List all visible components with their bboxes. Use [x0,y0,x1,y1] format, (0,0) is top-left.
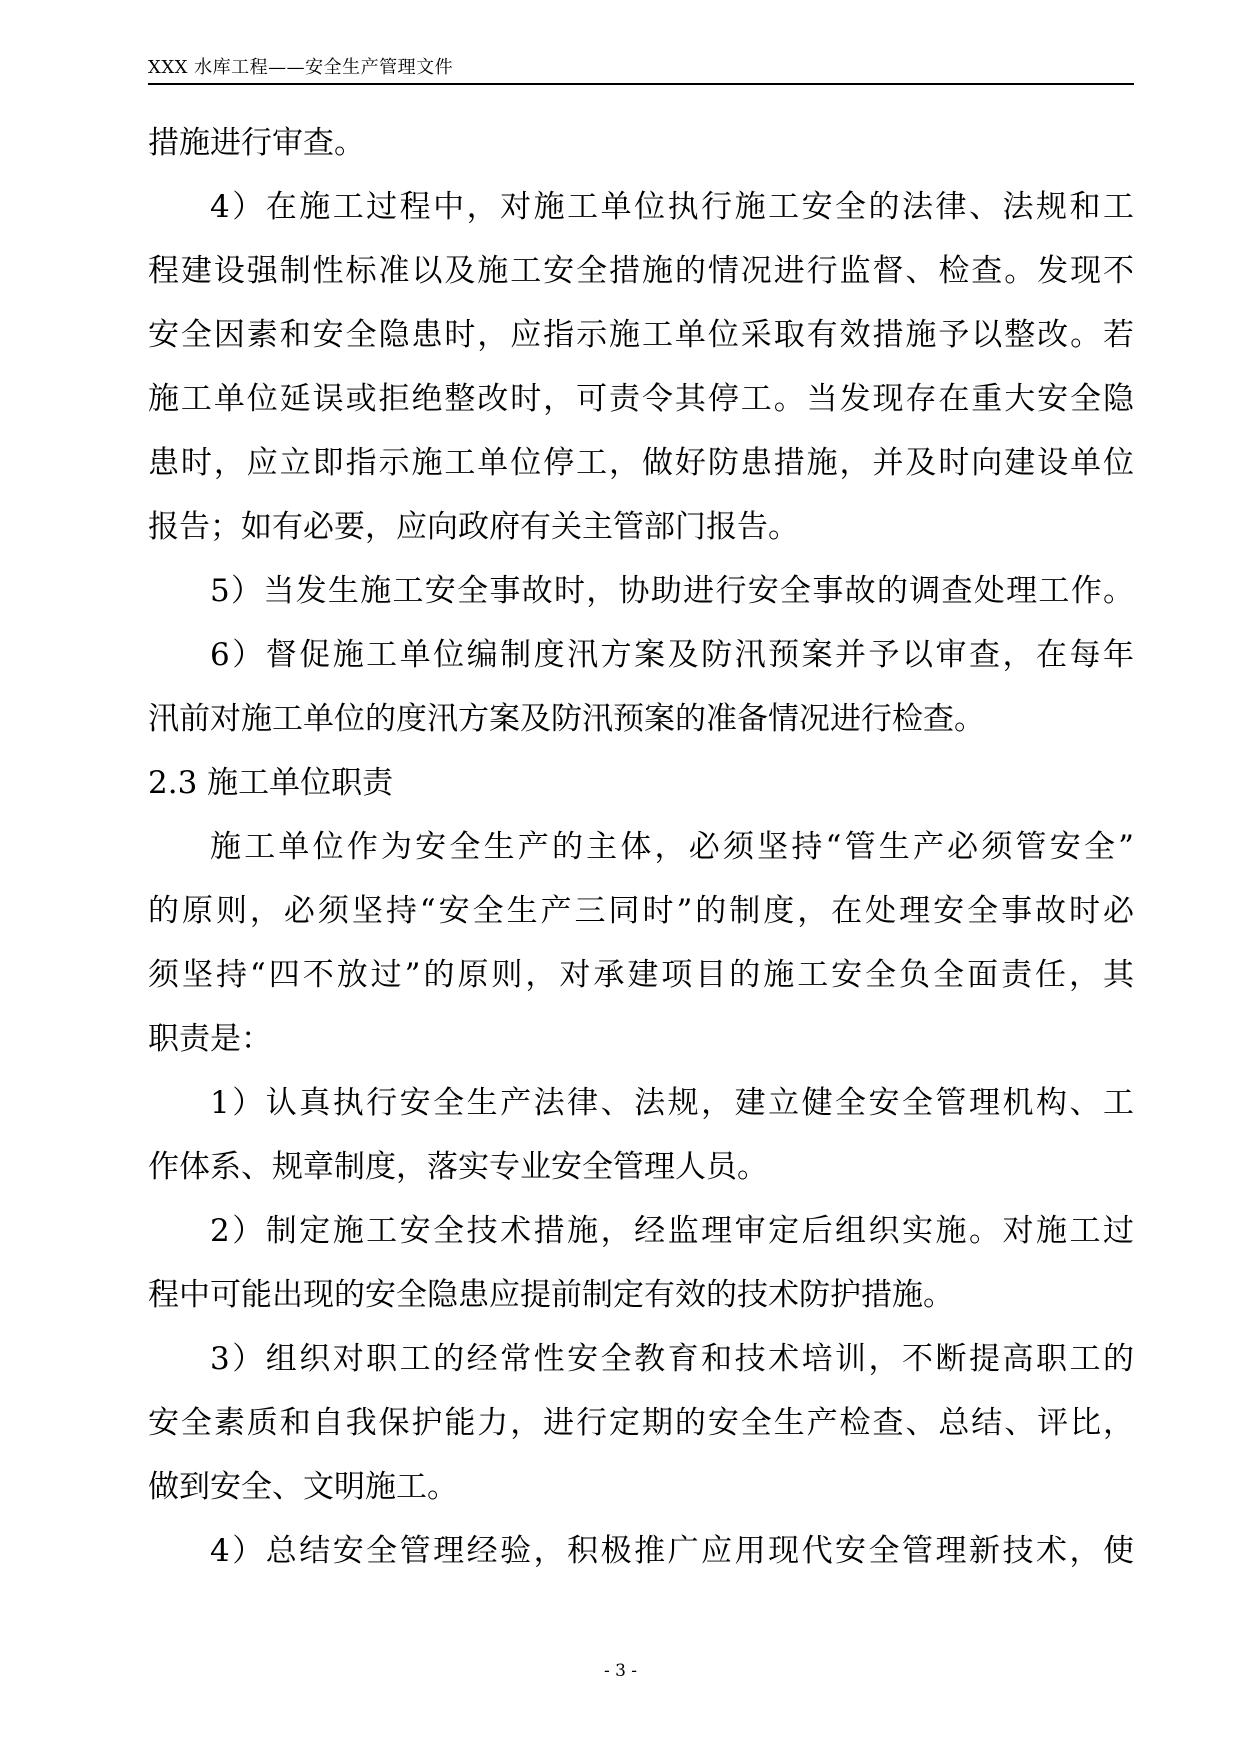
body-line: 施工单位延误或拒绝整改时，可责令其停工。当发现存在重大安全隐 [148,381,1134,417]
document-body [148,111,1134,1583]
body-line: 措施进行审查。 [148,125,365,161]
body-line: 汛前对施工单位的度汛方案及防汛预案的准备情况进行检查。 [148,701,985,737]
body-line: 2）制定施工安全技术措施，经监理审定后组织实施。对施工过 [210,1213,1134,1249]
page-header [148,55,1134,85]
body-line: 施工单位作为安全生产的主体，必须坚持“管生产必须管安全” [210,829,1134,865]
body-line: 1）认真执行安全生产法律、法规，建立健全安全管理机构、工 [210,1085,1134,1121]
body-line: 6）督促施工单位编制度汛方案及防汛预案并予以审查，在每年 [210,637,1134,673]
body-line: 4）在施工过程中，对施工单位执行施工安全的法律、法规和工 [210,189,1134,225]
body-line: 3）组织对职工的经常性安全教育和技术培训，不断提高职工的 [210,1341,1134,1377]
header-title: XXX 水库工程——安全生产管理文件 [148,57,454,78]
body-line: 的原则，必须坚持“安全生产三同时”的制度，在处理安全事故时必 [148,893,1134,929]
body-line: 4）总结安全管理经验，积极推广应用现代安全管理新技术，使 [210,1533,1134,1569]
body-line: 程建设强制性标准以及施工安全措施的情况进行监督、检查。发现不 [148,253,1134,289]
body-line: 程中可能出现的安全隐患应提前制定有效的技术防护措施。 [148,1277,954,1313]
page-number: - 3 - [603,1661,638,1681]
body-line: 5）当发生施工安全事故时，协助进行安全事故的调查处理工作。 [210,573,1134,609]
body-line: 患时，应立即指示施工单位停工，做好防患措施，并及时向建设单位 [148,445,1134,481]
body-line: 作体系、规章制度，落实专业安全管理人员。 [148,1149,768,1185]
section-heading: 2.3 施工单位职责 [148,765,394,801]
body-line: 职责是： [148,1021,272,1057]
body-line: 做到安全、文明施工。 [148,1469,458,1505]
header-divider [148,83,1134,85]
body-line: 报告；如有必要，应向政府有关主管部门报告。 [148,509,799,545]
body-line: 须坚持“四不放过”的原则，对承建项目的施工安全负全面责任，其 [148,957,1134,993]
body-line: 安全因素和安全隐患时，应指示施工单位采取有效措施予以整改。若 [148,317,1134,353]
body-line: 安全素质和自我保护能力，进行定期的安全生产检查、总结、评比， [148,1405,1134,1441]
